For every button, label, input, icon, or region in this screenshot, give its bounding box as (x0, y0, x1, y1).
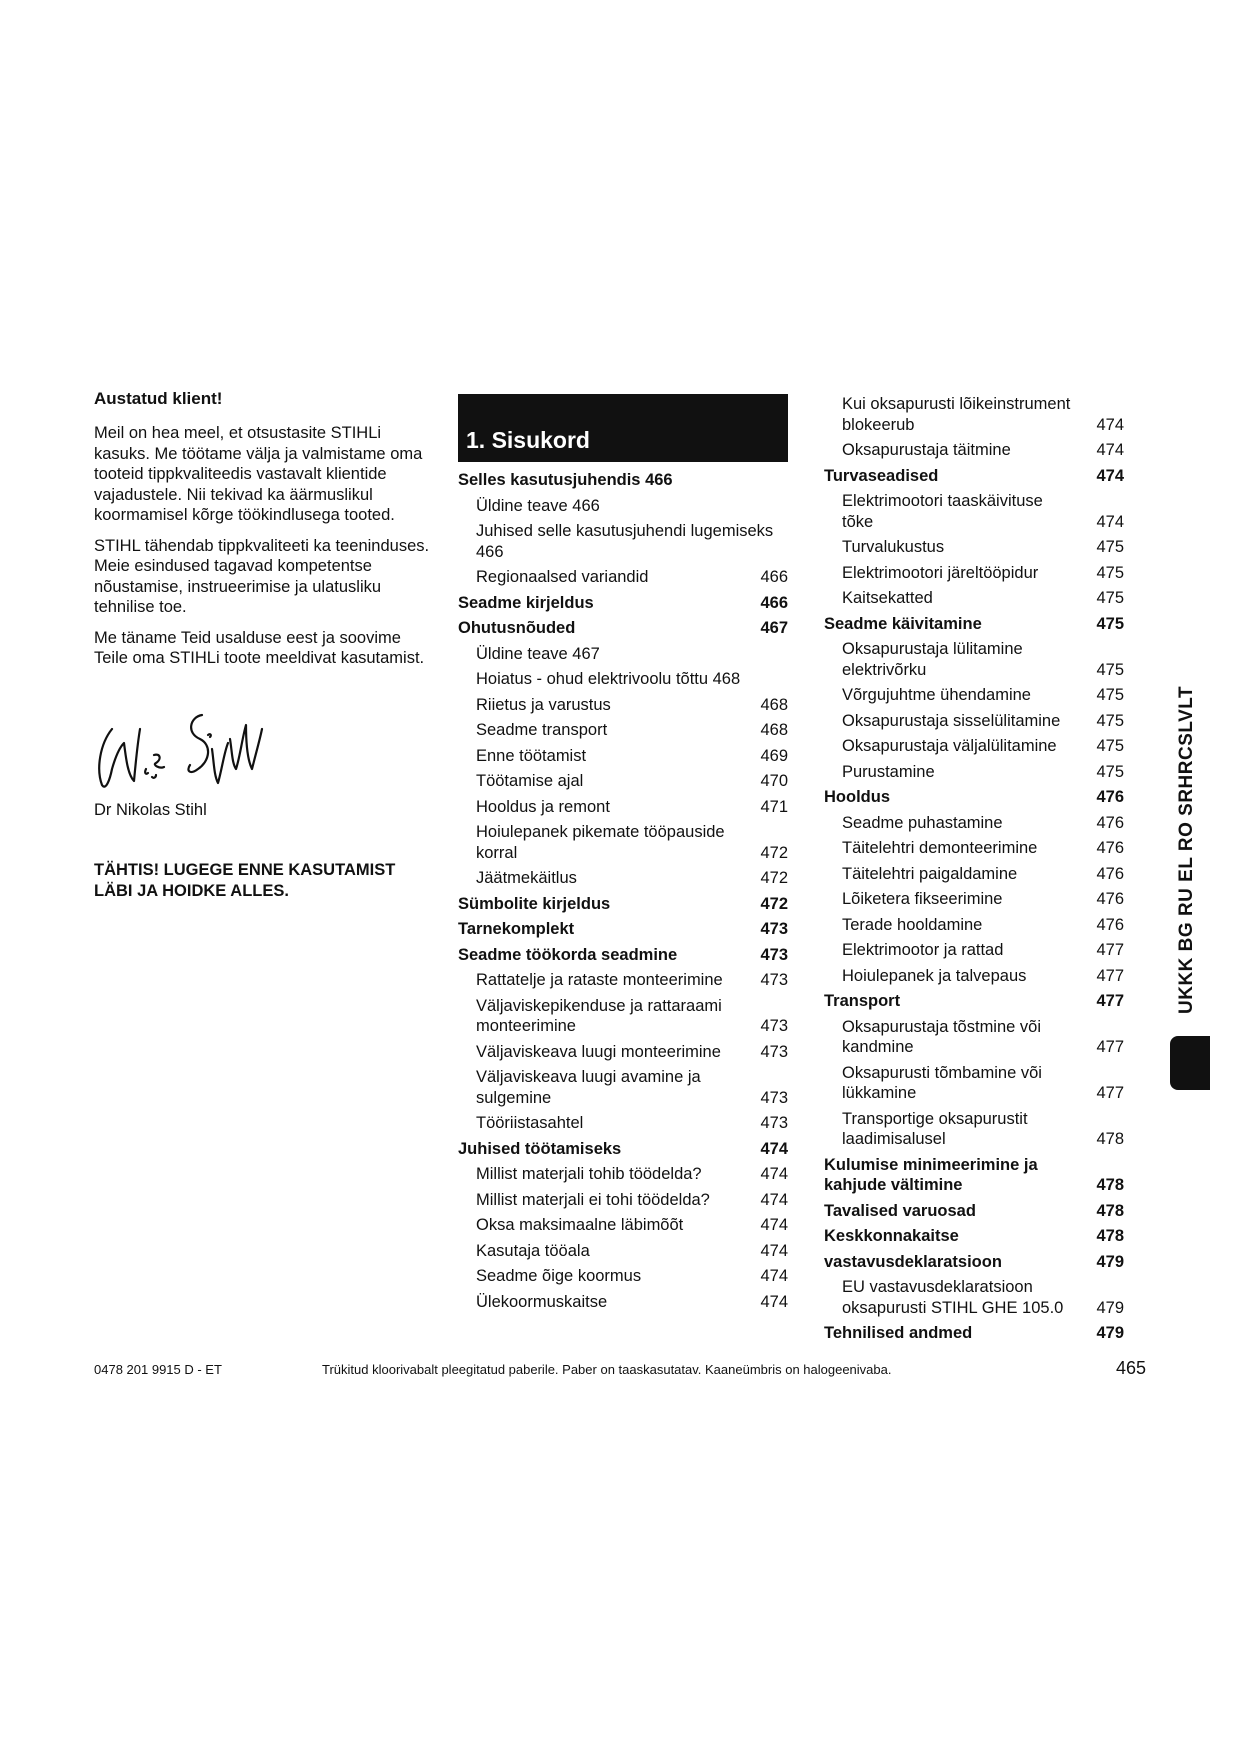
toc-entry[interactable] (824, 966, 1124, 987)
letter-paragraph-3: Me täname Teid usalduse eest ja soovime Teile oma STIHLi toote meeldivat kasutamist. (94, 628, 425, 667)
toc-entry[interactable] (824, 440, 1124, 461)
welcome-letter (94, 388, 434, 902)
toc-entry[interactable] (458, 644, 788, 665)
toc-entry-text: Tarnekomplekt (458, 920, 575, 938)
toc-entry-text: Seadme kirjeldus (458, 593, 594, 612)
toc-entry-page: 474 (760, 1165, 788, 1183)
toc-entry[interactable] (824, 588, 1124, 609)
toc-entry-text: Oksapurustaja täitmine (842, 441, 1011, 459)
toc-entry-text: Oksapurustaja sisselülitamine (842, 711, 1061, 730)
toc-entry-page: 470 (760, 772, 788, 790)
toc-entry-page: 466 (760, 593, 788, 612)
toc-entry-text: Millist materjali ei tohi töödelda? (476, 1190, 710, 1209)
toc-entry[interactable] (824, 563, 1124, 584)
toc-entry[interactable] (824, 1226, 1124, 1247)
toc-entry-page: 478 (1096, 1201, 1124, 1220)
toc-entry-text: Väljaviskeava luugi avamine ja sulgemine (476, 1068, 701, 1107)
toc-entry[interactable] (458, 1292, 788, 1313)
important-notice: TÄHTIS! LUGEGE ENNE KASUTAMIST LÄBI JA HOIDKE ALLES. (94, 860, 396, 900)
toc-entry-page: 476 (1096, 788, 1124, 806)
toc-entry[interactable] (458, 618, 788, 639)
toc-entry-text: Hoiulepanek pikemate tööpauside korral (476, 823, 725, 862)
toc-entry[interactable] (458, 797, 788, 818)
toc-entry-text: Juhised töötamiseks (458, 1139, 622, 1158)
toc-entry-page: 473 (760, 1114, 788, 1132)
toc-entry-page: 476 (1096, 839, 1124, 857)
toc-entry[interactable] (824, 1109, 1124, 1150)
document-code: 0478 201 9915 D - ET (94, 1362, 222, 1377)
toc-entry-page: 477 (1096, 966, 1124, 985)
language-tab-marker (1170, 1036, 1210, 1090)
toc-entry-text: Seadme õige koormus (476, 1267, 642, 1285)
toc-entry-text: Elektrimootor ja rattad (842, 941, 1004, 959)
toc-column-1 (458, 470, 788, 1317)
toc-entry-text: Riietus ja varustus (476, 695, 611, 714)
toc-entry[interactable] (458, 567, 788, 588)
toc-entry-page: 471 (760, 797, 788, 816)
toc-entry-page: 469 (760, 746, 788, 765)
toc-entry[interactable] (458, 771, 788, 792)
toc-entry-text: Turvaseadised (824, 466, 939, 485)
toc-entry-page: 474 (760, 1267, 788, 1285)
toc-entry-page: 472 (760, 843, 788, 862)
toc-entry-page: 474 (1096, 466, 1124, 485)
toc-entry-page: 474 (760, 1216, 788, 1234)
toc-entry-text: Elektrimootori taaskäivituse tõke (842, 492, 1043, 531)
toc-entry-page: 473 (760, 920, 788, 938)
toc-title: 1. Sisukord (466, 427, 590, 453)
toc-entry[interactable] (824, 889, 1124, 910)
toc-entry-text: Selles kasutusjuhendis 466 (458, 471, 673, 489)
toc-entry[interactable] (458, 593, 788, 614)
toc-entry[interactable] (824, 864, 1124, 885)
toc-entry-text: Transportige oksapurustit laadimisalusel (842, 1109, 1028, 1148)
toc-entry[interactable] (458, 822, 788, 863)
toc-entry-text: vastavusdeklaratsioon (824, 1252, 1002, 1271)
toc-entry-text: Väljaviskepikenduse ja rattaraami monteerimine (476, 996, 722, 1035)
toc-entry[interactable] (458, 746, 788, 767)
toc-entry-page: 476 (1096, 915, 1124, 934)
toc-entry-text: Regionaalsed variandid (476, 568, 649, 586)
letter-paragraph-1: Meil on hea meel, et otsustasite STIHLi kasuks. Me töötame välja ja valmistame oma tooteid tippkvaliteedis vastavalt klientide vajadustele. Nii tekivad ka äärmuslikul koormamisel kõrge töökindlusega tooted. (94, 424, 423, 524)
toc-entry[interactable] (824, 838, 1124, 859)
toc-entry-text: Sümbolite kirjeldus (458, 894, 611, 913)
toc-entry-page: 474 (760, 1292, 788, 1311)
toc-entry-text: Kui oksapurusti lõikeinstrument blokeerub (842, 395, 1071, 434)
toc-entry-text: Seadme töökorda seadmine (458, 945, 678, 964)
toc-entry-text: Töötamise ajal (476, 772, 584, 790)
signature (90, 699, 270, 794)
toc-entry-page: 474 (760, 1241, 788, 1260)
toc-entry-text: Kulumise minimeerimine ja kahjude vältimine (824, 1155, 1038, 1194)
toc-entry-text: Üldine teave 466 (476, 496, 600, 515)
toc-entry[interactable] (824, 711, 1124, 732)
toc-entry-page: 473 (760, 971, 788, 989)
toc-entry-page: 468 (760, 721, 788, 739)
toc-entry[interactable] (458, 1067, 788, 1108)
toc-entry[interactable] (824, 394, 1124, 435)
toc-entry-text: Võrgujuhtme ühendamine (842, 686, 1031, 704)
toc-entry-page: 472 (760, 894, 788, 913)
toc-entry[interactable] (824, 762, 1124, 783)
toc-entry-page: 476 (1096, 864, 1124, 883)
toc-entry[interactable] (824, 1063, 1124, 1104)
toc-entry-text: Kaitsekatted (842, 589, 933, 607)
toc-entry[interactable] (824, 1323, 1124, 1344)
toc-entry-page: 475 (1096, 711, 1124, 730)
toc-entry-page: 466 (760, 568, 788, 586)
toc-entry-text: Hoiatus - ohud elektrivoolu tõttu 468 (476, 670, 741, 688)
toc-entry[interactable] (458, 669, 788, 690)
toc-entry-page: 468 (760, 695, 788, 714)
toc-entry-text: Täitelehtri demonteerimine (842, 839, 1038, 857)
toc-entry-page: 476 (1096, 890, 1124, 908)
toc-entry-text: Tööriistasahtel (476, 1114, 584, 1132)
toc-entry[interactable] (458, 470, 788, 491)
toc-entry[interactable] (824, 915, 1124, 936)
toc-entry-text: Kasutaja tööala (476, 1241, 590, 1260)
toc-entry-page: 475 (1096, 686, 1124, 704)
toc-entry[interactable] (458, 720, 788, 741)
toc-header (458, 394, 788, 462)
language-tab-label: UKKK BG RU EL RO SRHRCSLVLT (1176, 685, 1197, 1014)
toc-entry[interactable] (824, 1252, 1124, 1273)
toc-entry-page: 479 (1096, 1252, 1124, 1271)
toc-entry-page: 476 (1096, 813, 1124, 832)
toc-entry-page: 473 (760, 1017, 788, 1035)
toc-entry-page: 477 (1096, 1038, 1124, 1056)
toc-entry[interactable] (458, 868, 788, 889)
toc-entry[interactable] (824, 1155, 1124, 1196)
toc-entry-page: 474 (760, 1190, 788, 1209)
toc-entry-page: 475 (1096, 660, 1124, 679)
toc-entry-text: EU vastavusdeklaratsioon oksapurusti STIHL GHE 105.0 (842, 1278, 1064, 1317)
toc-entry[interactable] (824, 491, 1124, 532)
toc-entry[interactable] (824, 537, 1124, 558)
toc-entry[interactable] (824, 1201, 1124, 1222)
toc-entry-text: Transport (824, 992, 901, 1010)
toc-entry-text: Hoiulepanek ja talvepaus (842, 966, 1027, 985)
toc-entry-text: Keskkonnakaitse (824, 1227, 959, 1245)
toc-entry-text: Väljaviskeava luugi monteerimine (476, 1042, 721, 1061)
signer-name: Dr Nikolas Stihl (94, 800, 207, 819)
toc-entry-text: Oksapurustaja lülitamine elektrivõrku (842, 640, 1023, 679)
toc-entry[interactable] (458, 695, 788, 716)
toc-entry[interactable] (824, 1277, 1124, 1318)
toc-entry-page: 475 (1096, 762, 1124, 781)
toc-entry-text: Purustamine (842, 762, 935, 781)
toc-entry-page: 478 (1096, 1176, 1124, 1194)
toc-entry[interactable] (824, 685, 1124, 706)
toc-entry-text: Oksa maksimaalne läbimõõt (476, 1216, 684, 1234)
toc-entry-page: 474 (1096, 441, 1124, 459)
toc-entry[interactable] (824, 639, 1124, 680)
toc-entry-page: 472 (760, 869, 788, 887)
toc-entry-text: Oksapurustaja tõstmine või kandmine (842, 1017, 1042, 1056)
toc-entry[interactable] (458, 919, 788, 940)
toc-entry[interactable] (458, 496, 788, 517)
toc-entry-page: 474 (1096, 512, 1124, 531)
toc-entry-text: Üldine teave 467 (476, 644, 600, 663)
page-number: 465 (1116, 1358, 1147, 1378)
toc-entry-page: 474 (1096, 415, 1124, 434)
toc-entry[interactable] (458, 970, 788, 991)
toc-entry-text: Enne töötamist (476, 746, 587, 765)
toc-entry-text: Tavalised varuosad (824, 1201, 976, 1220)
toc-entry[interactable] (824, 813, 1124, 834)
toc-entry-text: Jäätmekäitlus (476, 869, 577, 887)
letter-greeting: Austatud klient! (94, 389, 223, 408)
toc-entry-text: Ülekoormuskaitse (476, 1292, 608, 1311)
toc-entry-text: Hooldus (824, 788, 890, 806)
toc-entry-page: 477 (1096, 1084, 1124, 1102)
toc-entry[interactable] (824, 940, 1124, 961)
toc-entry[interactable] (458, 996, 788, 1037)
toc-entry-text: Hooldus ja remont (476, 797, 610, 816)
toc-entry-page: 475 (1096, 538, 1124, 556)
toc-entry-page: 478 (1096, 1130, 1124, 1148)
toc-entry-page: 475 (1096, 614, 1124, 633)
toc-entry-page: 473 (760, 1042, 788, 1061)
toc-entry-page: 478 (1096, 1227, 1124, 1245)
toc-entry-text: Seadme puhastamine (842, 813, 1003, 832)
toc-entry-text: Turvalukustus (842, 538, 945, 556)
print-note: Trükitud kloorivabalt pleegitatud paberile. Paber on taaskasutatav. Kaaneümbris on halogeenivaba. (322, 1362, 892, 1377)
toc-entry[interactable] (458, 945, 788, 966)
toc-entry[interactable] (824, 1017, 1124, 1058)
toc-column-2 (824, 394, 1124, 1349)
toc-entry-page: 475 (1096, 563, 1124, 582)
letter-paragraph-2: STIHL tähendab tippkvaliteeti ka teeninduses. Meie esindused tagavad kompetentse nõustamise, instrueerimise ja ulatusliku tehnilise toe. (94, 536, 430, 616)
toc-entry-text: Elektrimootori järeltööpidur (842, 563, 1039, 582)
toc-entry[interactable] (458, 521, 788, 562)
toc-entry-text: Terade hooldamine (842, 915, 983, 934)
toc-entry-text: Rattatelje ja rataste monteerimine (476, 971, 723, 989)
toc-entry-text: Tehnilised andmed (824, 1324, 973, 1342)
toc-entry[interactable] (458, 1113, 788, 1134)
toc-entry[interactable] (458, 1042, 788, 1063)
toc-entry-page: 474 (760, 1139, 788, 1158)
toc-entry[interactable] (458, 1215, 788, 1236)
toc-entry[interactable] (458, 1139, 788, 1160)
toc-entry-page: 467 (760, 619, 788, 637)
toc-entry-text: Juhised selle kasutusjuhendi lugemiseks 466 (476, 522, 774, 561)
toc-entry-text: Seadme käivitamine (824, 614, 982, 633)
toc-entry[interactable] (824, 466, 1124, 487)
toc-entry-text: Millist materjali tohib töödelda? (476, 1165, 702, 1183)
toc-entry-page: 473 (760, 945, 788, 964)
toc-entry[interactable] (458, 894, 788, 915)
toc-entry-text: Lõiketera fikseerimine (842, 890, 1003, 908)
toc-entry-page: 477 (1096, 992, 1124, 1010)
toc-entry[interactable] (458, 1241, 788, 1262)
toc-entry-page: 475 (1096, 737, 1124, 755)
toc-entry[interactable] (458, 1190, 788, 1211)
toc-entry[interactable] (824, 991, 1124, 1012)
toc-entry-page: 479 (1096, 1324, 1124, 1342)
toc-entry-text: Oksapurusti tõmbamine või lükkamine (842, 1063, 1042, 1102)
toc-entry-page: 473 (760, 1088, 788, 1107)
toc-entry-page: 479 (1096, 1298, 1124, 1317)
toc-entry[interactable] (458, 1266, 788, 1287)
toc-entry[interactable] (824, 736, 1124, 757)
toc-entry-page: 477 (1096, 941, 1124, 959)
toc-entry-text: Seadme transport (476, 721, 608, 739)
toc-entry-text: Täitelehtri paigaldamine (842, 864, 1018, 883)
toc-entry-text: Oksapurustaja väljalülitamine (842, 737, 1057, 755)
toc-entry-page: 475 (1096, 589, 1124, 607)
toc-entry[interactable] (458, 1164, 788, 1185)
toc-entry[interactable] (824, 787, 1124, 808)
toc-entry-text: Ohutusnõuded (458, 619, 576, 637)
toc-entry[interactable] (824, 614, 1124, 635)
